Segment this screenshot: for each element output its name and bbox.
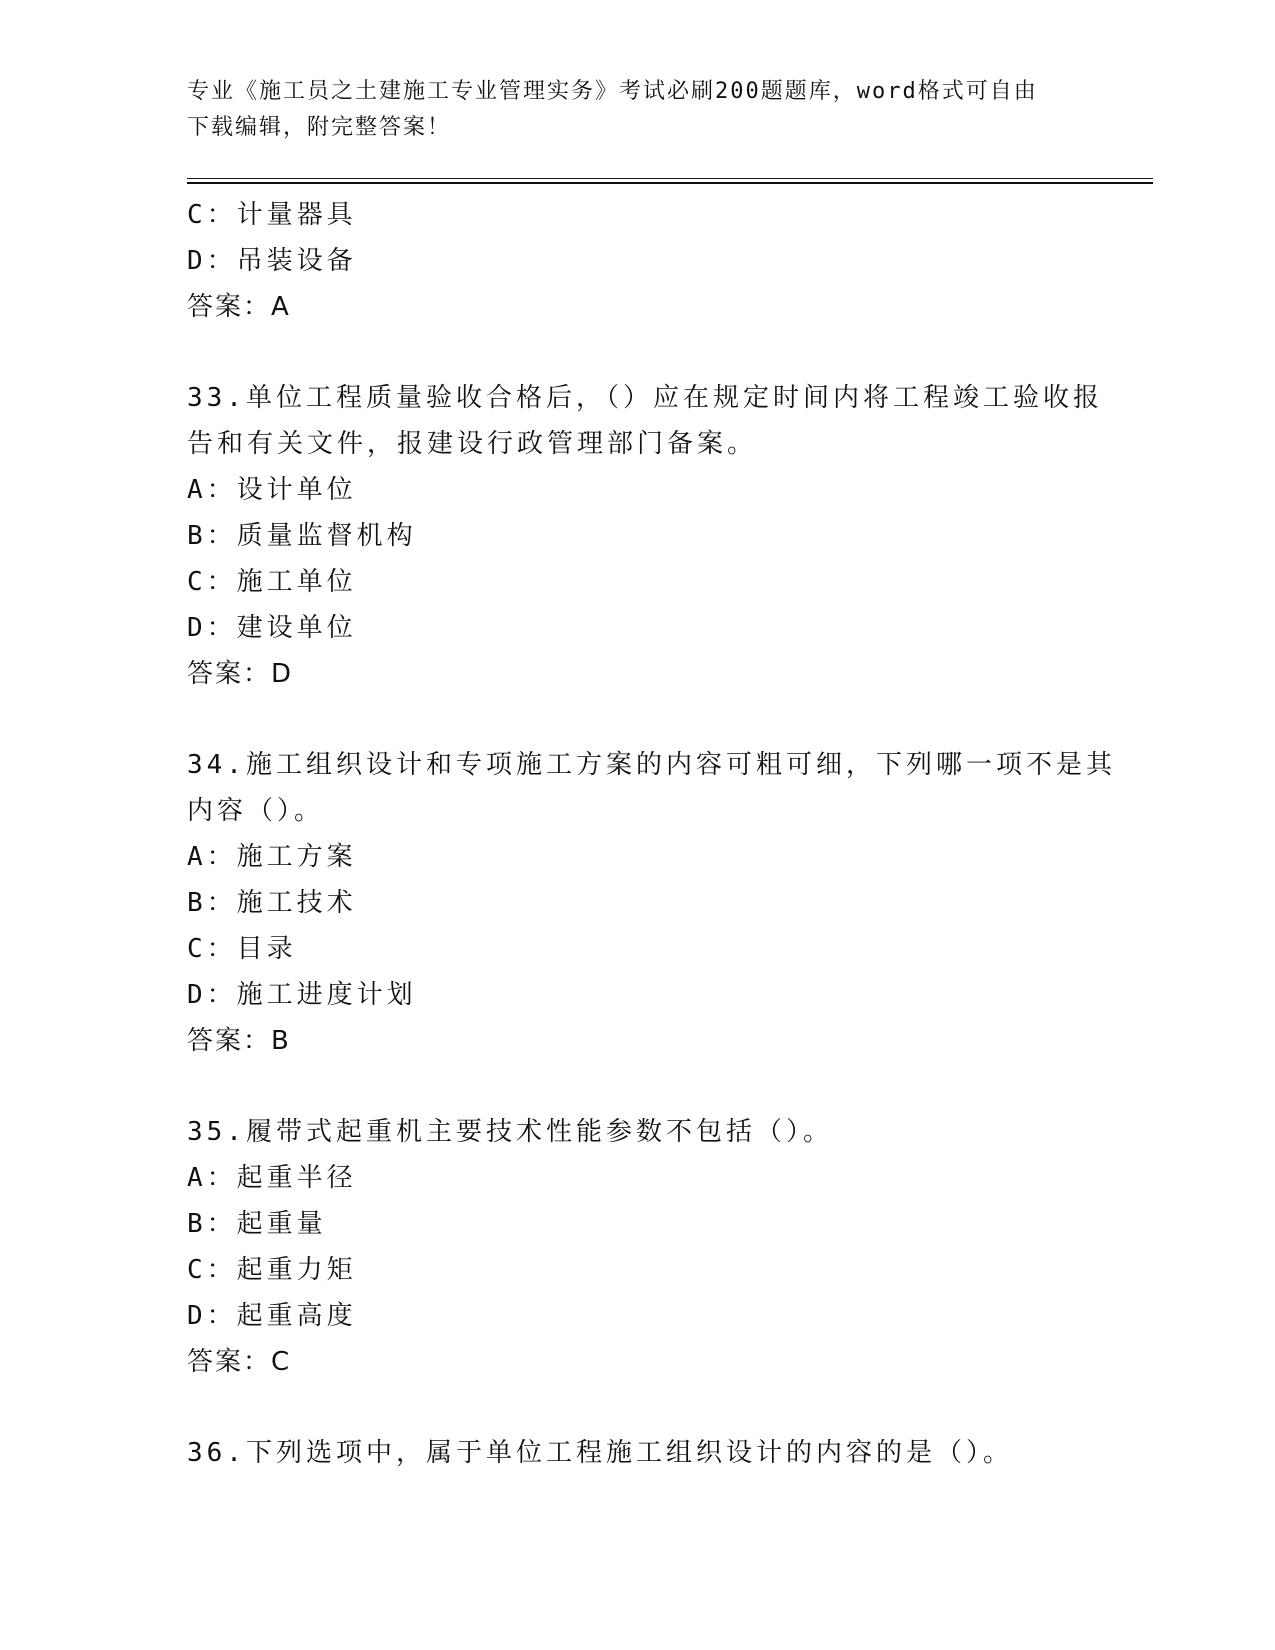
option-a: A：起重半径 <box>187 1163 357 1193</box>
option-d: D：吊装设备 <box>187 246 357 276</box>
option-a: A：施工方案 <box>187 842 357 872</box>
question-stem-line-1: 34.施工组织设计和专项施工方案的内容可粗可细，下列哪一项不是其 <box>187 750 1116 780</box>
document-body <box>187 192 1116 1476</box>
option-d: D：施工进度计划 <box>187 980 417 1010</box>
question-34 <box>187 742 1116 1064</box>
option-d: D：起重高度 <box>187 1301 357 1331</box>
option-c: C：施工单位 <box>187 567 357 597</box>
option-a: A：设计单位 <box>187 475 357 505</box>
option-c: C：计量器具 <box>187 200 357 230</box>
option-b: B：起重量 <box>187 1209 327 1239</box>
question-stem-line-2: 内容（）。 <box>187 796 325 826</box>
spacer <box>187 1064 1087 1109</box>
answer-line: 答案：A <box>187 292 291 322</box>
spacer <box>187 330 1087 375</box>
answer-line: 答案：D <box>187 659 294 689</box>
question-35 <box>187 1109 1087 1385</box>
question-stem-line-1: 33.单位工程质量验收合格后，（）应在规定时间内将工程竣工验收报 <box>187 383 1103 413</box>
header-rule-thin <box>187 178 1153 179</box>
answer-line: 答案：C <box>187 1347 292 1377</box>
option-b: B：质量监督机构 <box>187 521 417 551</box>
question-stem-line-1: 36.下列选项中，属于单位工程施工组织设计的内容的是（）。 <box>187 1438 1013 1468</box>
option-d: D：建设单位 <box>187 613 357 643</box>
option-b: B：施工技术 <box>187 888 357 918</box>
header-line-2: 下载编辑，附完整答案！ <box>187 115 452 140</box>
spacer <box>187 697 1087 742</box>
question-stem-line-2: 告和有关文件，报建设行政管理部门备案。 <box>187 429 758 459</box>
header-rule-thick <box>187 182 1153 184</box>
document-header <box>187 74 1077 146</box>
spacer <box>187 1385 1087 1430</box>
question-33 <box>187 375 1103 697</box>
answer-line: 答案：B <box>187 1026 291 1056</box>
question-36 <box>187 1430 1087 1476</box>
question-32-continued <box>187 192 1087 330</box>
option-c: C：起重力矩 <box>187 1255 357 1285</box>
option-c: C：目录 <box>187 934 297 964</box>
question-stem-line-1: 35.履带式起重机主要技术性能参数不包括（）。 <box>187 1117 833 1147</box>
header-line-1: 专业《施工员之土建施工专业管理实务》考试必刷200题题库，word格式可自由 <box>187 79 1038 104</box>
